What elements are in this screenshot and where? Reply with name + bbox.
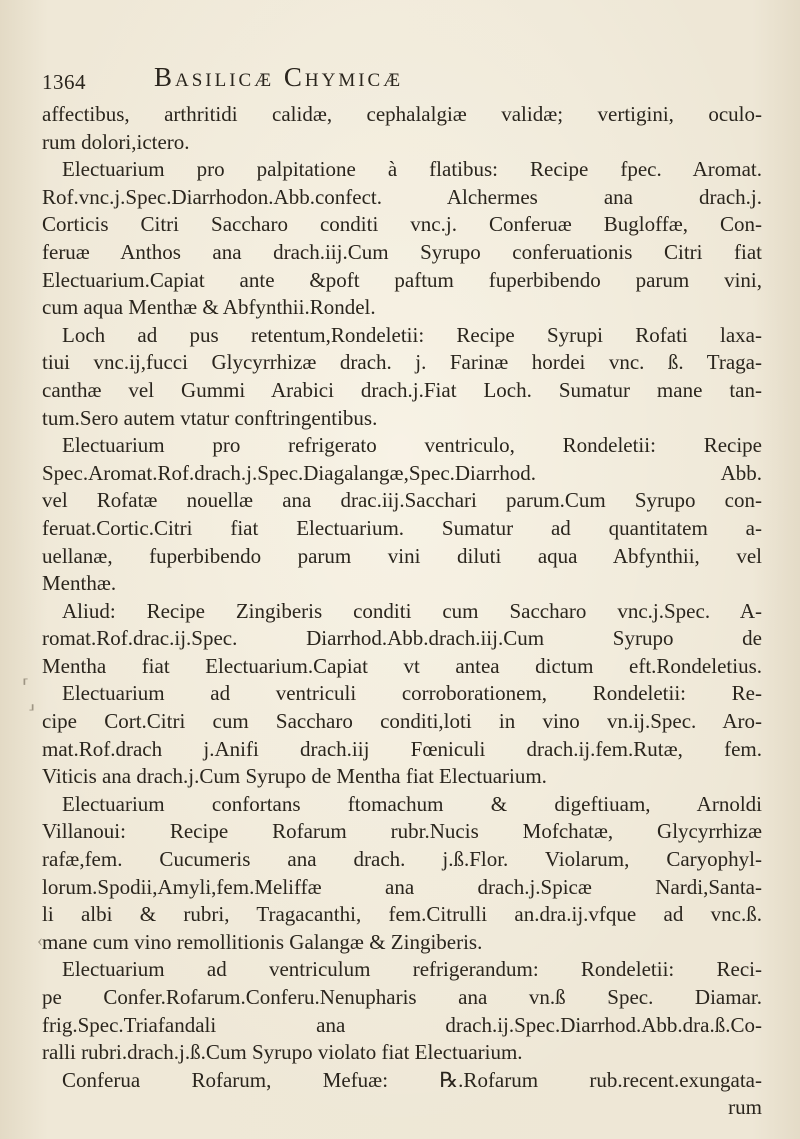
text-line: cipe Cort.Citri cum Saccharo conditi,loti in vino vn.ij.Spec. Aro- [42,709,762,734]
text-line: cum aqua Menthæ & Abfynthii.Rondel. [42,295,376,320]
text-line: affectibus, arthritidi calidæ, cephalalgiæ validæ; vertigini, oculo- [42,102,762,126]
margin-mark: ⸢ [22,676,30,696]
text-line: feruat.Cortic.Citri fiat Electuarium. Sumatur ad quantitatem a- [42,515,762,540]
text-line: Loch ad pus retentum,Rondeletii: Recipe Syrupi Rofati laxa- [62,322,762,347]
margin-mark: ‹ [37,930,43,950]
text-line: vel Rofatæ nouellæ ana drac.iij.Sacchari parum.Cum Syrupo con- [42,488,762,513]
text-line: Corticis Citri Saccharo conditi vnc.j. Conferuæ Bugloffæ, Con- [42,212,762,237]
catchword: rum [728,1095,762,1120]
text-line: tum.Sero autem vtatur conftringentibus. [42,405,378,430]
text-line: Electuarium.Capiat ante &poft paftum fuperbibendo parum vini, [42,267,762,292]
text-line: Mentha fiat Electuarium.Capiat vt antea dictum eft.Rondeletius. [42,653,762,678]
page-header [42,62,762,96]
text-line: Aliud: Recipe Zingiberis conditi cum Saccharo vnc.j.Spec. A- [62,598,762,623]
body-text [42,101,762,1122]
text-line: Menthæ. [42,571,117,596]
text-line: mane cum vino remollitionis Galangæ & Zingiberis. [42,929,483,954]
text-line: uellanæ, fuperbibendo parum vini diluti aqua Abfynthii, vel [42,543,762,568]
text-line: rafæ,fem. Cucumeris ana drach. j.ß.Flor. Violarum, Caryophyl- [42,847,762,872]
text-line: tiui vnc.ij,fucci Glycyrrhizæ drach. j. Farinæ hordei vnc. ß. Traga- [42,350,762,375]
text-line: canthæ vel Gummi Arabici drach.j.Fiat Loch. Sumatur mane tan- [42,377,762,402]
text-line: Villanoui: Recipe Rofarum rubr.Nucis Mofchatæ, Glycyrrhizæ [42,819,762,844]
text-line: lorum.Spodii,Amyli,fem.Meliffæ ana drach.j.Spicæ Nardi,Santa- [42,874,762,899]
running-head: Basilicæ Chymicæ [154,62,404,92]
text-line: Electuarium ad ventriculum refrigerandum: Rondeletii: Reci- [62,957,762,982]
text-line: Electuarium ad ventriculi corroborationem, Rondeletii: Re- [62,681,762,706]
text-line: pe Confer.Rofarum.Conferu.Nenupharis ana vn.ß Spec. Diamar. [42,985,762,1009]
margin-mark: ⸥ [28,692,36,712]
text-line: Electuarium confortans ftomachum & digeftiuam, Arnoldi [62,791,762,816]
text-line: mat.Rof.drach j.Anifi drach.iij Fœniculi drach.ij.fem.Rutæ, fem. [42,736,762,761]
text-line: Viticis ana drach.j.Cum Syrupo de Mentha fiat Electuarium. [42,764,547,789]
text-line: frig.Spec.Triafandali ana drach.ij.Spec.Diarrhod.Abb.dra.ß.Co- [42,1012,762,1037]
text-line: ralli rubri.drach.j.ß.Cum Syrupo violato fiat Electuarium. [42,1040,523,1065]
text-line: rum dolori,ictero. [42,129,190,154]
text-line: Rof.vnc.j.Spec.Diarrhodon.Abb.confect. Alchermes ana drach.j. [42,184,762,209]
page-number: 1364 [42,70,86,94]
text-line: li albi & rubri, Tragacanthi, fem.Citrulli an.dra.ij.vfque ad vnc.ß. [42,902,762,927]
text-line: feruæ Anthos ana drach.iij.Cum Syrupo conferuationis Citri fiat [42,239,762,264]
text-line: Electuarium pro refrigerato ventriculo, Rondeletii: Recipe [62,433,762,458]
text-line: Spec.Aromat.Rof.drach.j.Spec.Diagalangæ,Spec.Diarrhod. Abb. [42,460,762,485]
text-line: Conferua Rofarum, Mefuæ: ℞.Rofarum rub.recent.exungata- [62,1067,762,1092]
text-line: romat.Rof.drac.ij.Spec. Diarrhod.Abb.drach.iij.Cum Syrupo de [42,626,762,651]
text-line: Electuarium pro palpitatione à flatibus: Recipe fpec. Aromat. [62,157,762,182]
